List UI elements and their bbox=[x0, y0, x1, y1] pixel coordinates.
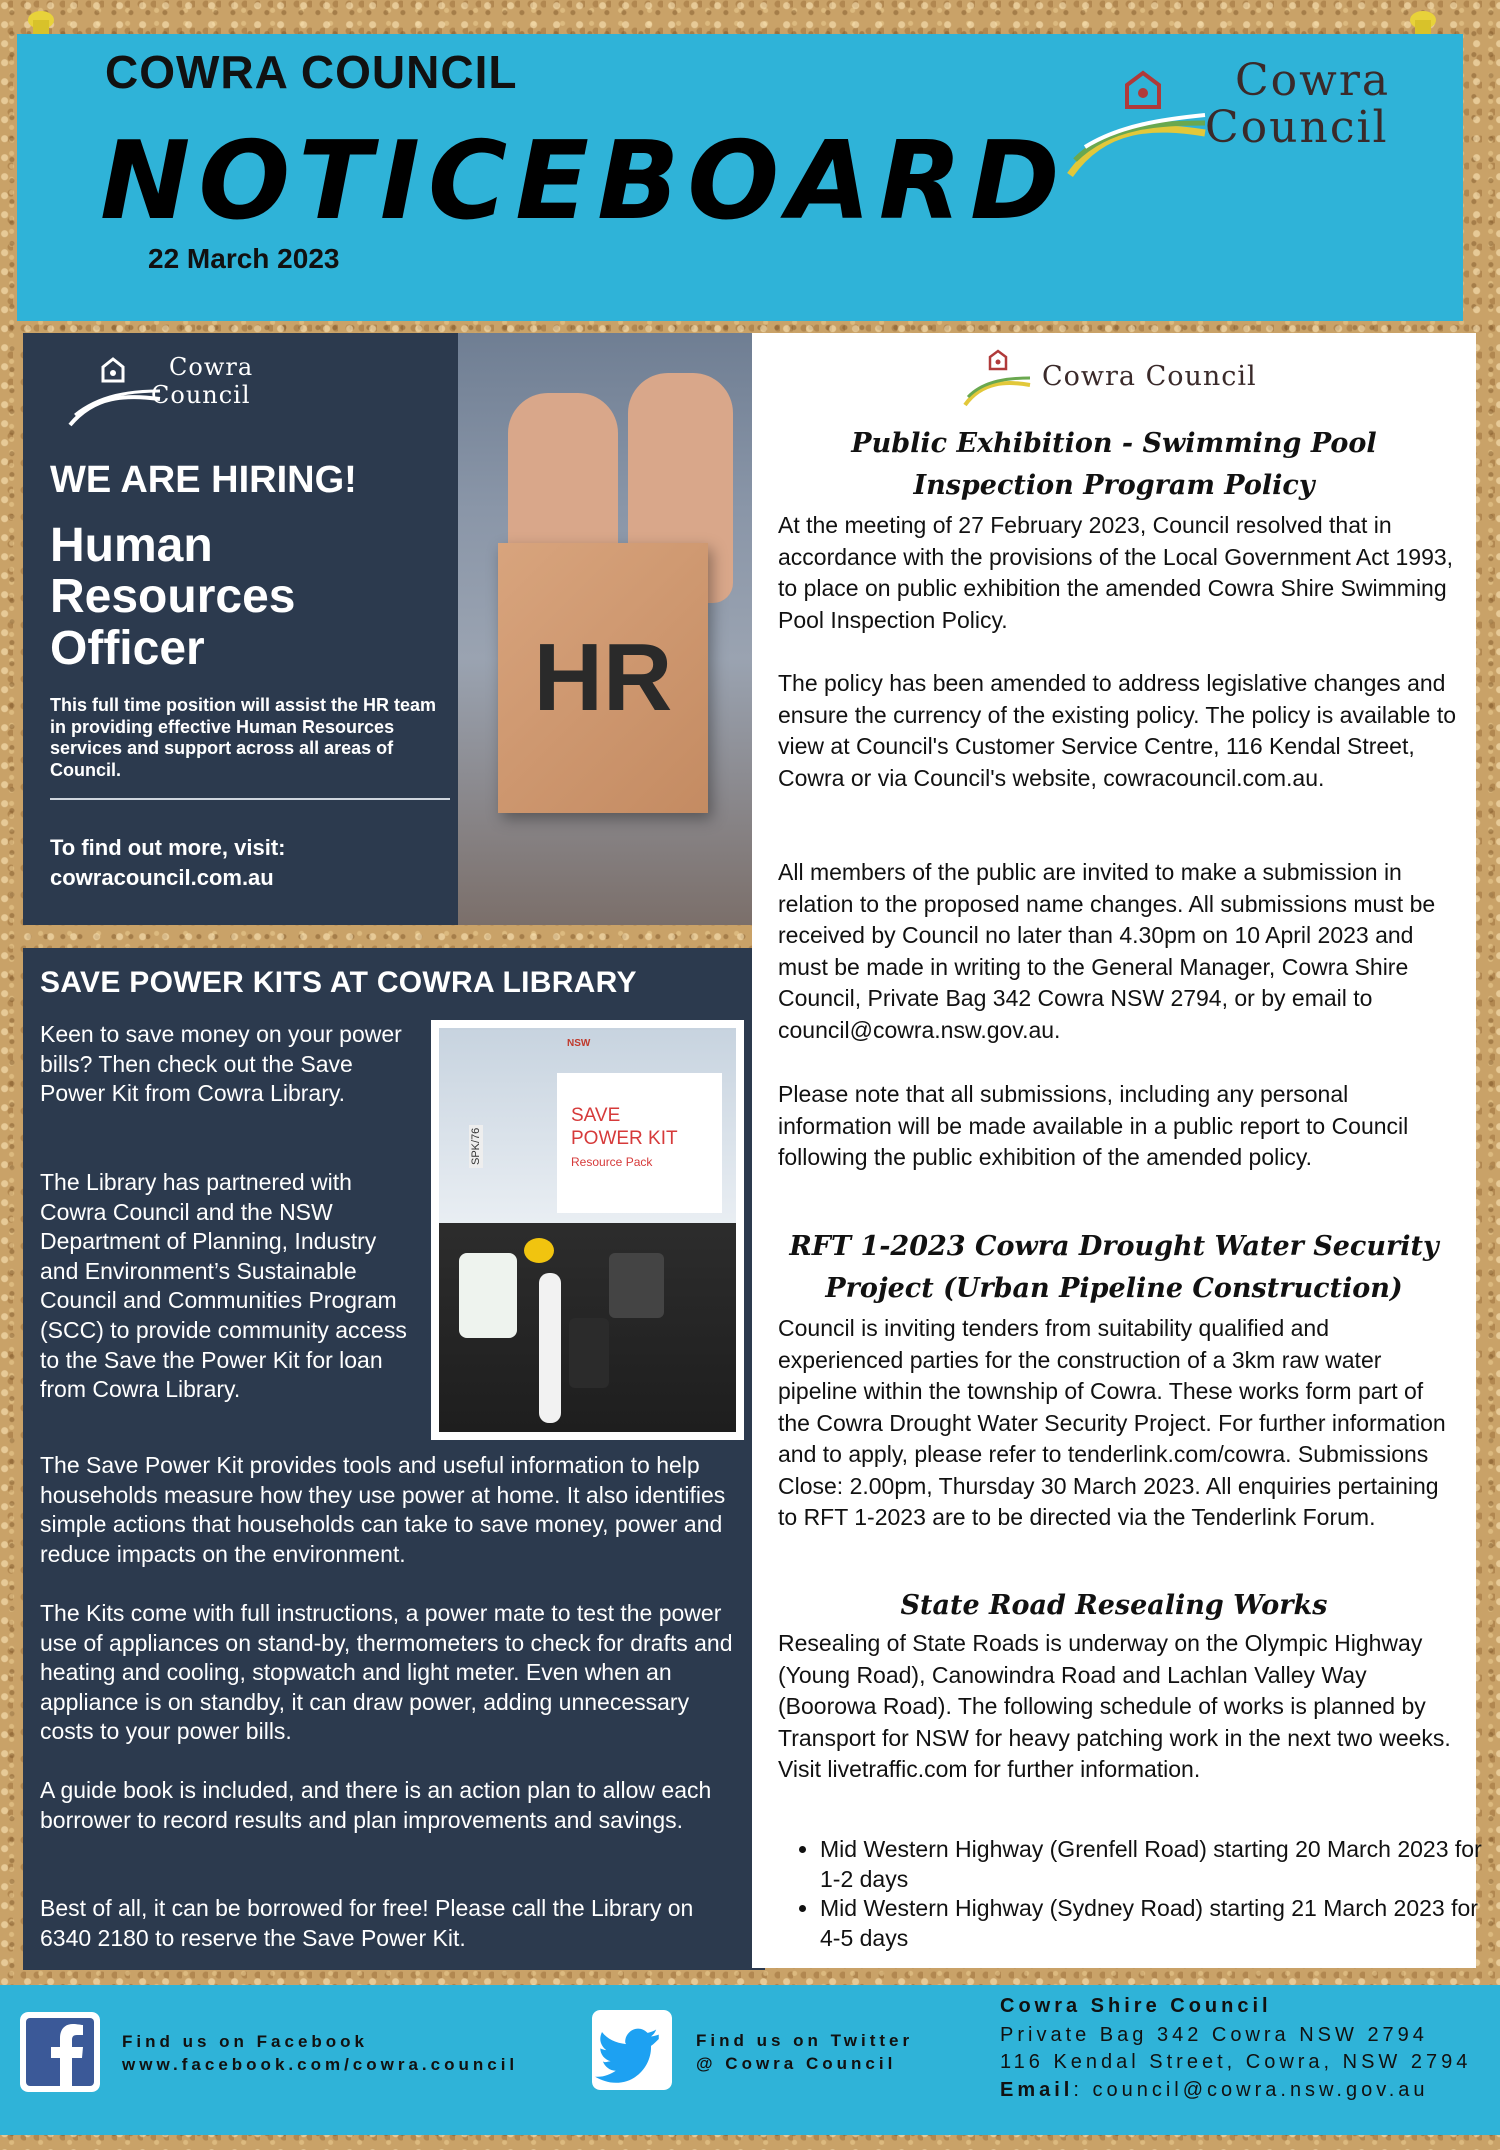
footer-email-link[interactable]: : council@cowra.nsw.gov.au bbox=[1073, 2079, 1429, 2101]
list-item: • Mid Western Highway (Grenfell Road) starting 20 March 2023 for 1-2 days bbox=[820, 1835, 1500, 1894]
notice-3-paragraph-1: Resealing of State Roads is underway on the Olympic Highway (Young Road), Canowindra Road and Lachlan Valley Way (Boorowa Road). The following schedule of works is planned by Transport for NSW for heavy patching work in the next two weeks. Visit livetraffic.com for further information. bbox=[778, 1630, 1451, 1782]
kit-light-meter bbox=[609, 1253, 664, 1318]
twitter-handle[interactable]: @ Cowra Council bbox=[696, 2053, 897, 2073]
hiring-poster bbox=[23, 333, 765, 925]
header-logo-line2: Council bbox=[1205, 102, 1389, 153]
hiring-logo-line2: Council bbox=[151, 381, 251, 409]
footer-address-line1: Private Bag 342 Cowra NSW 2794 bbox=[1000, 2024, 1428, 2046]
hr-wooden-block bbox=[498, 543, 708, 813]
hiring-cta-line1: To find out more, visit: bbox=[50, 835, 286, 860]
kit-stopwatch bbox=[524, 1238, 554, 1263]
notices-council-logo bbox=[962, 345, 1272, 415]
twitter-icon[interactable] bbox=[592, 2010, 672, 2090]
hiring-role-line3: Officer bbox=[50, 621, 205, 675]
header-logo-line1: Cowra bbox=[1235, 55, 1391, 106]
issue-date: 22 March 2023 bbox=[148, 243, 340, 274]
kit-power-meter bbox=[459, 1253, 517, 1338]
footer-council-name: Cowra Shire Council bbox=[1000, 1995, 1272, 2017]
footer-address-line2: 116 Kendal Street, Cowra, NSW 2794 bbox=[1000, 2051, 1472, 2073]
hiring-logo-icon bbox=[65, 353, 165, 433]
kit-resource-card bbox=[557, 1073, 722, 1213]
notice-1-paragraph-2: The policy has been amended to address legislative changes and ensure the currency of the existing policy. The policy is available to view at Council's Customer Service Centre, 116 Kendal Street, Cowra or via Council's website, cowracouncil.com.au. bbox=[778, 670, 1457, 791]
noticeboard-title: NOTICEBOARD bbox=[100, 119, 1068, 244]
hiring-role-line1: Human bbox=[50, 519, 213, 572]
save-power-paragraph-4: The Kits come with full instructions, a power mate to test the power use of appliances on stand-by, thermometers to check for drafts and heating and cooling, stopwatch and light meter. Even when an appliance is on standby, it can draw power, adding unnecessary costs to your power bills. bbox=[40, 1600, 733, 1745]
notice-2-title-line2: Project (Urban Pipeline Construction) bbox=[825, 1273, 1403, 1304]
kit-card-title bbox=[571, 1105, 678, 1151]
hiring-divider bbox=[50, 798, 450, 800]
org-title: COWRA COUNCIL bbox=[105, 46, 518, 98]
hr-block-text: HR bbox=[533, 624, 673, 731]
footer-email-line bbox=[1000, 2079, 1429, 2102]
cowra-council-logo bbox=[1065, 50, 1395, 190]
hiring-role-line2: Resources bbox=[50, 570, 296, 624]
twitter-label bbox=[696, 2030, 913, 2076]
facebook-icon[interactable] bbox=[20, 2012, 100, 2092]
notices-panel bbox=[752, 333, 1482, 1968]
notice-3-roadworks-list bbox=[778, 1835, 1500, 1953]
save-power-paragraph-5: A guide book is included, and there is an action plan to allow each borrower to record results and plan improvements and savings. bbox=[40, 1777, 712, 1833]
save-power-paragraph-2: The Library has partnered with Cowra Council and the NSW Department of Planning, Industry and Environment’s Sustainable Council and Communities Program (SCC) to provide community access to the Save the Power Kit for loan from Cowra Library. bbox=[40, 1169, 407, 1403]
kit-card-title-line1: SAVE bbox=[571, 1105, 621, 1126]
notice-1-title-line1: Public Exhibition - Swimming Pool bbox=[851, 428, 1377, 459]
save-power-title: SAVE POWER KITS AT COWRA LIBRARY bbox=[40, 966, 637, 999]
notice-2-paragraph-1: Council is inviting tenders from suitability qualified and experienced parties for the construction of a 3km raw water pipeline within the township of Cowra. These works form part of the Cowra Drought Water Security Project. For further information and to apply, please refer to tenderlink.com/cowra. Submissions Close: 2.00pm, Thursday 30 March 2023. All enquiries pertaining to RFT 1-2023 are to be directed via the Tenderlink Forum. bbox=[778, 1315, 1446, 1530]
notice-1-paragraph-1: At the meeting of 27 February 2023, Council resolved that in accordance with the provisions of the Local Government Act 1993, to place on public exhibition the amended Cowra Shire Swimming Pool Inspection Policy. bbox=[778, 512, 1454, 633]
kit-card-subtitle: Resource Pack bbox=[571, 1155, 653, 1169]
hiring-heading: WE ARE HIRING! bbox=[50, 459, 357, 501]
facebook-heading: Find us on Facebook bbox=[122, 2032, 369, 2051]
kit-thermal-camera bbox=[569, 1318, 609, 1388]
footer-email-label: Email bbox=[1000, 2079, 1074, 2101]
hiring-description: This full time position will assist the HR team in providing effective Human Resources services and support across all areas of Council. bbox=[50, 695, 437, 780]
facebook-label bbox=[122, 2031, 518, 2077]
hiring-logo-line1: Cowra bbox=[169, 353, 254, 381]
notices-logo-text: Cowra Council bbox=[1042, 361, 1257, 392]
save-power-kit-photo bbox=[431, 1020, 744, 1440]
hiring-role bbox=[50, 520, 450, 674]
kit-case bbox=[439, 1028, 736, 1432]
notice-2-title-line1: RFT 1-2023 Cowra Drought Water Security bbox=[789, 1231, 1439, 1262]
kit-spk-label: SPK/76 bbox=[469, 1125, 483, 1168]
save-power-paragraph-6: Best of all, it can be borrowed for free! Please call the Library on 6340 2180 to reserve the Save Power Kit. bbox=[40, 1895, 694, 1951]
notice-1-title-line2: Inspection Program Policy bbox=[913, 470, 1315, 501]
save-power-kits-panel bbox=[23, 948, 765, 1970]
notice-3-title: State Road Resealing Works bbox=[900, 1590, 1328, 1621]
hiring-cta-link[interactable]: cowracouncil.com.au bbox=[50, 864, 274, 890]
facebook-link[interactable]: www.facebook.com/cowra.council bbox=[122, 2054, 519, 2074]
notice-1-title bbox=[752, 423, 1476, 507]
council-logo-swoosh-icon bbox=[1065, 55, 1215, 185]
list-item: • Mid Western Highway (Sydney Road) starting 21 March 2023 for 4-5 days bbox=[820, 1894, 1500, 1953]
notice-2-title bbox=[752, 1226, 1476, 1310]
twitter-heading: Find us on Twitter bbox=[696, 2031, 914, 2050]
save-power-paragraph-1: Keen to save money on your power bills? Then check out the Save Power Kit from Cowra Library. bbox=[40, 1021, 402, 1107]
hiring-cta bbox=[50, 833, 285, 892]
kit-nsw-logo: NSW bbox=[567, 1038, 591, 1049]
notice-1-paragraph-3: All members of the public are invited to make a submission in relation to the proposed name changes. All submissions must be received by Council no later than 4.30pm on 10 April 2023 and must be made in writing to the General Manager, Cowra Shire Council, Private Bag 342 Cowra NSW 2794, or by email to council@cowra.nsw.gov.au. bbox=[778, 859, 1436, 1043]
notices-logo-swoosh-icon bbox=[962, 345, 1032, 409]
save-power-paragraph-3: The Save Power Kit provides tools and useful information to help households measure how they use power at home. It also identifies simple actions that households can take to save money, power and reduce impacts on the environment. bbox=[40, 1452, 726, 1567]
kit-card-title-line2: POWER KIT bbox=[571, 1127, 678, 1149]
notice-1-paragraph-4: Please note that all submissions, including any personal information will be made available in a public report to Council following the public exhibition of the amended policy. bbox=[778, 1081, 1409, 1170]
kit-thermometer bbox=[539, 1273, 561, 1423]
